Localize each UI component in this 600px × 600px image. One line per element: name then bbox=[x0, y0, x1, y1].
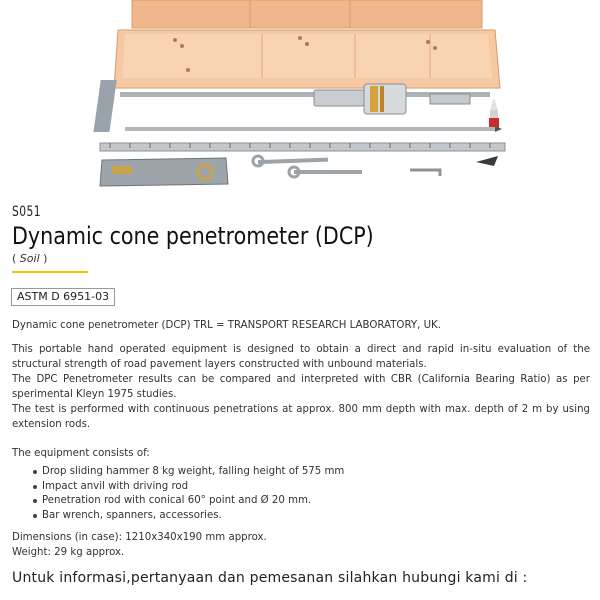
standard-badge: ASTM D 6951-03 bbox=[11, 288, 115, 306]
equipment-list bbox=[12, 465, 590, 523]
category-open: ( bbox=[12, 252, 20, 265]
list-item: Drop sliding hammer 8 kg weight, falling height of 575 mm bbox=[12, 465, 590, 480]
description-intro: Dynamic cone penetrometer (DCP) TRL = TRANSPORT RESEARCH LABORATORY, UK. bbox=[12, 320, 441, 331]
list-item: Impact anvil with driving rod bbox=[12, 480, 590, 495]
product-image bbox=[0, 0, 600, 196]
page-title: Dynamic cone penetrometer (DCP) bbox=[12, 222, 374, 250]
contact-prompt: Untuk informasi,pertanyaan dan pemesanan silahkan hubungi kami di : bbox=[12, 570, 528, 586]
product-description bbox=[12, 318, 590, 560]
category-label bbox=[12, 252, 47, 265]
category-link[interactable]: Soil bbox=[19, 252, 40, 265]
title-accent-line bbox=[12, 271, 88, 273]
weight-text: Weight: 29 kg approx. bbox=[12, 547, 125, 559]
dimensions-text: Dimensions (in case): 1210x340x190 mm approx. bbox=[12, 532, 267, 544]
equipment-heading: The equipment consists of: bbox=[12, 448, 150, 459]
category-close: ) bbox=[39, 252, 48, 265]
product-code: S051 bbox=[12, 204, 41, 220]
description-para3: The test is performed with continuous penetrations at approx. 800 mm depth with max. depth of 2 m by using extension rods. bbox=[12, 404, 590, 430]
list-item: Penetration rod with conical 60° point and Ø 20 mm. bbox=[12, 494, 590, 509]
description-para2: The DPC Penetrometer results can be compared and interpreted with CBR (California Bearing Ratio) as per sperimental Kleyn 1975 studies. bbox=[12, 374, 590, 400]
product-photo bbox=[0, 0, 600, 196]
list-item: Bar wrench, spanners, accessories. bbox=[12, 509, 590, 524]
description-para1: This portable hand operated equipment is designed to obtain a direct and rapid in-situ evaluation of the structural strength of road pavement layers constructed with unbound materials. bbox=[12, 344, 590, 370]
